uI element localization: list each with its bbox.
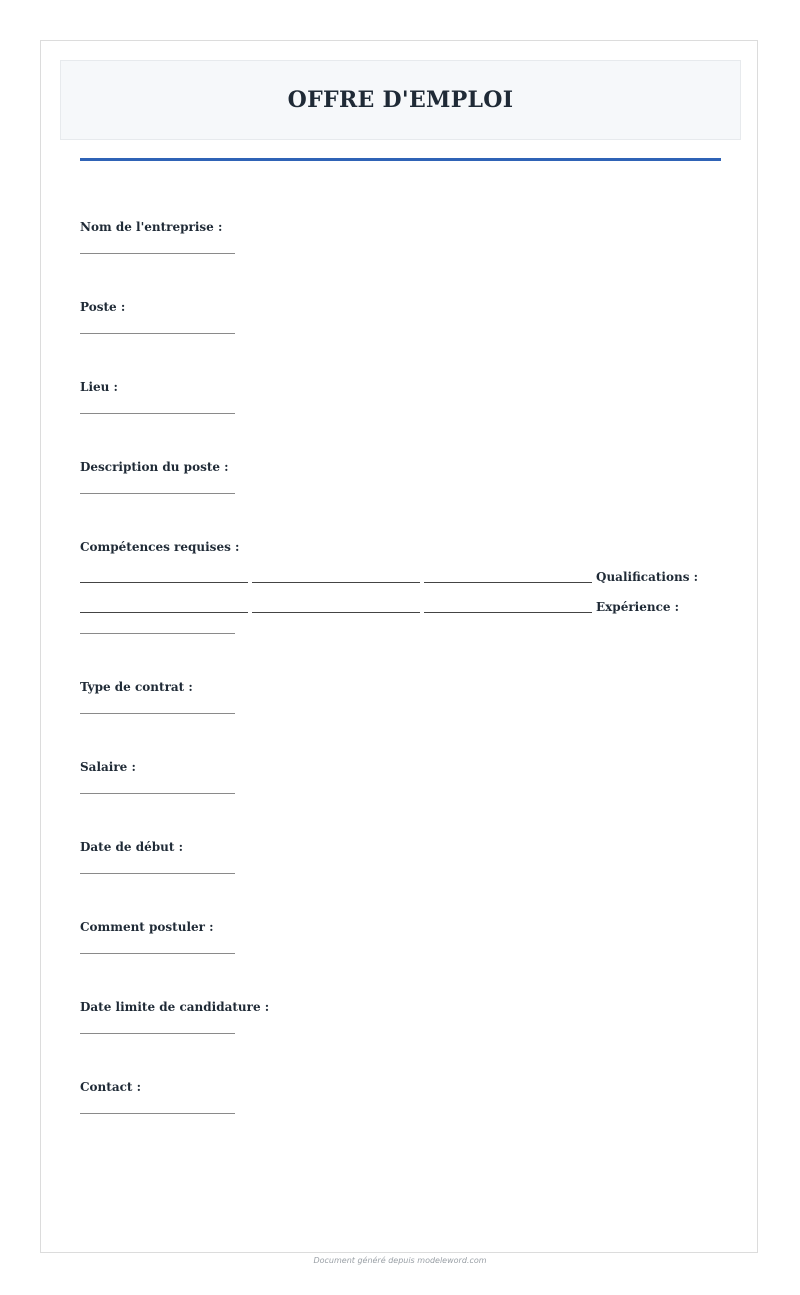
fill-line[interactable] (252, 612, 420, 613)
field-position (80, 299, 721, 315)
field-label: Poste : (80, 300, 126, 314)
field-label: Salaire : (80, 760, 136, 774)
field-label: Comment postuler : (80, 920, 214, 934)
field-label: Nom de l'entreprise : (80, 220, 223, 234)
document-page (40, 40, 758, 1253)
field-contract (80, 679, 721, 695)
field-deadline (80, 999, 721, 1015)
fill-line[interactable] (80, 413, 235, 414)
fill-line[interactable] (80, 1033, 235, 1034)
fill-line[interactable] (80, 612, 248, 613)
fill-line[interactable] (80, 633, 235, 634)
field-description (80, 459, 721, 475)
fill-line[interactable] (80, 1113, 235, 1114)
fill-line[interactable] (80, 582, 248, 583)
field-label-qualifications: Qualifications : (596, 570, 699, 584)
fill-line[interactable] (80, 333, 235, 334)
skills-lines-row-1 (80, 569, 698, 585)
title-banner (60, 60, 741, 140)
fill-line[interactable] (80, 873, 235, 874)
fill-line[interactable] (424, 612, 592, 613)
field-label: Date de début : (80, 840, 184, 854)
field-label: Date limite de candidature : (80, 1000, 270, 1014)
skills-lines-row-2 (80, 599, 679, 615)
field-label-experience: Expérience : (596, 600, 680, 614)
field-skills (80, 539, 721, 649)
field-label: Contact : (80, 1080, 142, 1094)
field-salary (80, 759, 721, 775)
field-location (80, 379, 721, 395)
fill-line[interactable] (80, 493, 235, 494)
title-divider (80, 158, 721, 161)
fill-line[interactable] (80, 253, 235, 254)
field-label: Compétences requises : (80, 540, 240, 554)
field-label: Type de contrat : (80, 680, 193, 694)
fill-line[interactable] (424, 582, 592, 583)
page-title: OFFRE D'EMPLOI (287, 87, 514, 113)
field-start-date (80, 839, 721, 855)
field-label: Description du poste : (80, 460, 229, 474)
fill-line[interactable] (80, 953, 235, 954)
fill-line[interactable] (252, 582, 420, 583)
fill-line[interactable] (80, 713, 235, 714)
field-apply (80, 919, 721, 935)
field-company (80, 219, 721, 235)
field-contact (80, 1079, 721, 1095)
field-label: Lieu : (80, 380, 118, 394)
footer-note: Document généré depuis modeleword.com (313, 1256, 487, 1265)
fill-line[interactable] (80, 793, 235, 794)
